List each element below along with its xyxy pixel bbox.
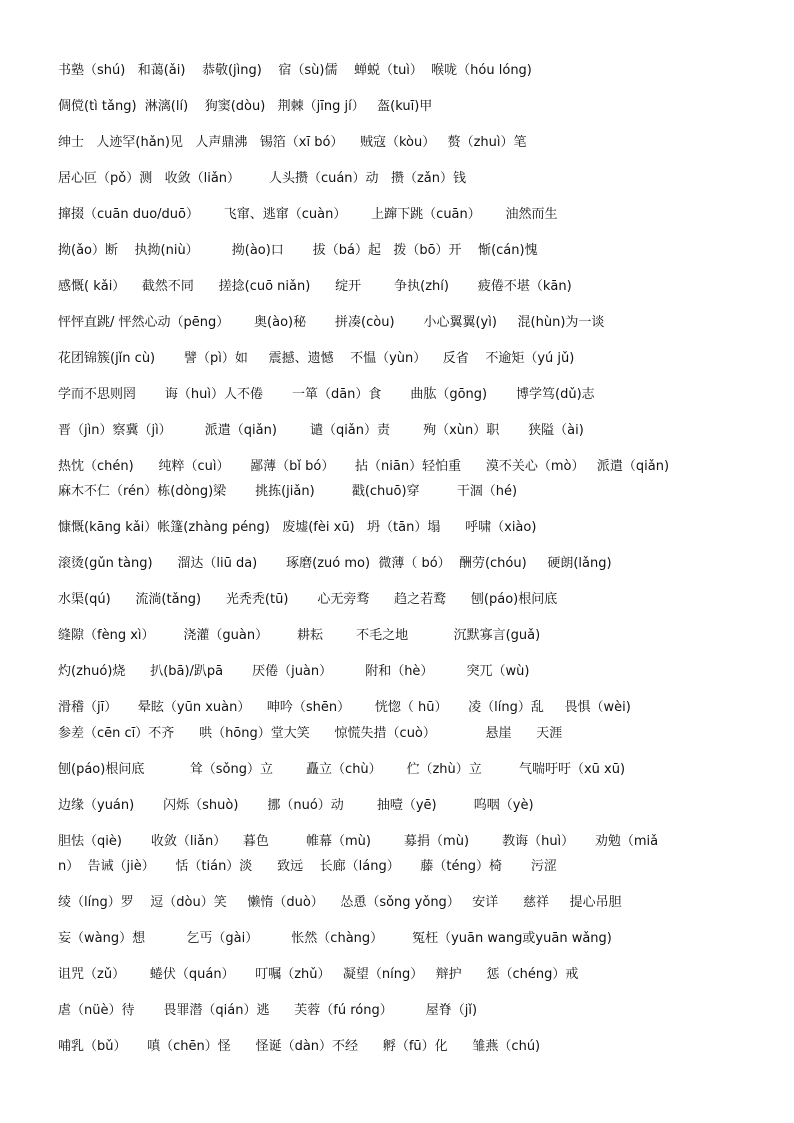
vocab-line-4: 居心叵（pǒ）测 收敛（liǎn） 人头攒（cuán）动 攒（zǎn）钱 <box>58 171 466 186</box>
vocab-line-10: 学而不思则罔 诲（huì）人不倦 一箪（dān）食 曲肱（gōng) 博学笃(dǔ)志 <box>58 387 595 402</box>
vocab-line-21: 刨(páo)根问底 耸（sǒng）立 矗立（chù） 伫（zhù）立 气喘吁吁（xū xū) <box>58 762 626 777</box>
vocab-line-16: 水渠(qú) 流淌(tǎng) 光秃秃(tū) 心无旁骛 趋之若鹜 刨(páo)根问底 <box>58 592 558 607</box>
vocab-line-3: 绅士 人迹罕(hǎn)见 人声鼎沸 锡箔（xī bó） 贼寇（kòu） 赘（zhuì）笔 <box>58 135 527 150</box>
vocab-line-6: 拗(ǎo）断 执拗(niù） 拗(ào)口 拔（bá）起 拨（bō）开 惭(cán)愧 <box>58 243 538 258</box>
vocab-line-28: 虐（nüè）待 畏罪潜（qián）逃 芙蓉（fú róng） 屋脊（jǐ) <box>58 1003 478 1018</box>
vocab-line-22: 边缘（yuán) 闪烁（shuò) 挪（nuó）动 抽噎（yē) 呜咽（yè) <box>58 798 534 813</box>
vocab-line-5: 撺掇（cuān duo/duō） 飞窜、逃窜（cuàn） 上蹿下跳（cuān） 油然而生 <box>58 207 558 222</box>
vocab-line-15: 滚烫(gǔn tàng) 溜达（liū da) 琢磨(zuó mo) 微薄（ bó） 酬劳(chóu) 硬朗(lǎng) <box>58 556 612 571</box>
vocab-line-17: 缝隙（fèng xì） 浇灌（guàn） 耕耘 不毛之地 沉默寡言(guǎ) <box>58 628 541 643</box>
vocab-line-20: 参差（cēn cī）不齐 哄（hōng）堂大笑 惊慌失措（cuò） 悬崖 天涯 <box>58 726 563 741</box>
vocab-line-1: 书塾（shú) 和蔼(ǎi) 恭敬(jìng) 宿（sù)儒 蝉蜕（tuì） 喉咙（hóu lóng) <box>58 63 532 78</box>
vocab-line-18: 灼(zhuó)烧 扒(bā)/趴pā 厌倦（juàn） 附和（hè） 突兀（wù) <box>58 664 530 679</box>
vocab-line-19: 滑稽（jī） 晕眩（yūn xuàn） 呻吟（shēn） 恍惚（ hū） 凌（líng）乱 畏惧（wèi) <box>58 700 631 715</box>
vocab-line-26: 妄（wàng）想 乞丐（gài） 怅然（chàng） 冤枉（yuān wang或yuān wǎng) <box>58 931 612 946</box>
vocab-line-8: 怦怦直跳/ 怦然心动（pēng） 奥(ào)秘 拼凑(còu) 小心翼翼(yì) 混(hùn)为一谈 <box>58 315 605 330</box>
vocab-line-2: 倜傥(tì tǎng) 淋漓(lí) 狗窦(dòu) 荆棘（jīng jí） 盔(kuī)甲 <box>58 99 433 114</box>
vocab-line-24: n） 告诫（jiè） 恬（tián）淡 致远 长廊（láng） 藤（téng）椅 污涩 <box>58 859 557 874</box>
vocab-line-14: 慷慨(kāng kǎi）帐篷(zhàng péng) 废墟(fèi xū) 坍（tān）塌 呼啸（xiào) <box>58 520 537 535</box>
vocab-line-9: 花团锦簇(jǐn cù) 譬（pì）如 震撼、遗憾 不愠（yùn） 反省 不逾矩（yú jǔ) <box>58 351 575 366</box>
vocab-line-11: 晋（jìn）察冀（jì） 派遣（qiǎn) 谴（qiǎn）责 殉（xùn）职 狭隘（ài) <box>58 423 584 438</box>
vocab-line-23: 胆怯（qiè) 收敛（liǎn） 暮色 帷幕（mù) 募捐（mù) 教诲（huì） 劝勉（miǎ <box>58 834 659 849</box>
vocab-line-13: 麻木不仁（rén）栋(dòng)梁 挑拣(jiǎn) 戳(chuō)穿 干涸（hé) <box>58 484 518 499</box>
vocab-line-7: 感慨( kǎi） 截然不同 搓捻(cuō niǎn) 绽开 争执(zhí) 疲倦不堪（kān) <box>58 279 572 294</box>
vocab-line-12: 热忱（chén) 纯粹（cuì） 鄙薄（bǐ bó） 拈（niān）轻怕重 漠不关心（mò） 派遣（qiǎn) <box>58 459 670 474</box>
vocab-line-29: 哺乳（bǔ） 嗔（chēn）怪 怪诞（dàn）不经 孵（fū）化 雏燕（chú) <box>58 1039 541 1054</box>
vocab-line-25: 绫（líng）罗 逗（dòu）笑 懒惰（duò） 怂恿（sǒng yǒng） 安详 慈祥 提心吊胆 <box>58 895 622 910</box>
vocab-line-27: 诅咒（zǔ） 蜷伏（quán） 叮嘱（zhǔ） 凝望（níng） 辩护 惩（chéng）戒 <box>58 967 579 982</box>
